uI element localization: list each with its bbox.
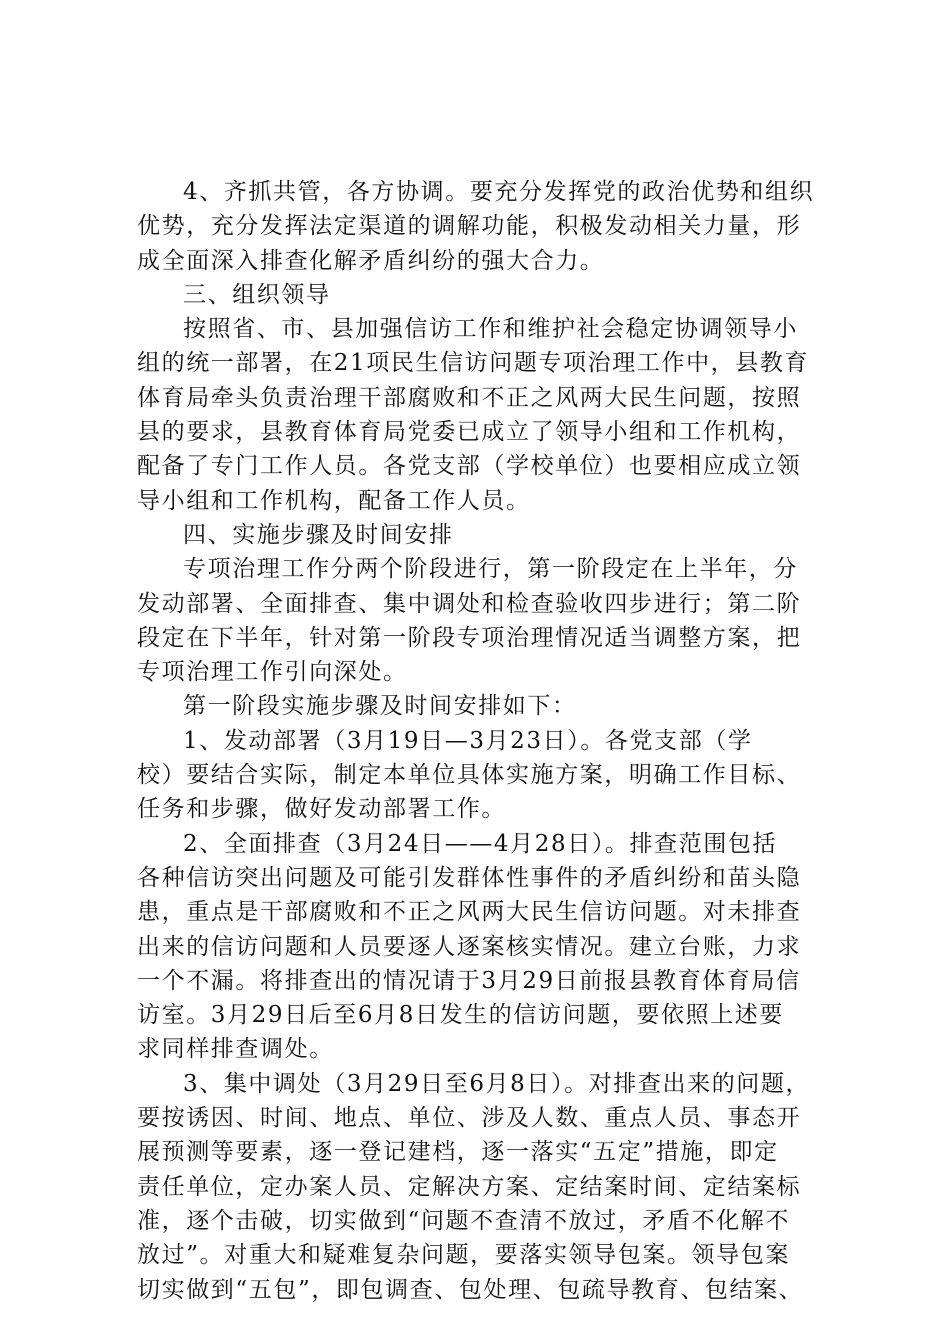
text-line: 放过”。对重大和疑难复杂问题，要落实领导包案。领导包案 — [137, 1242, 790, 1269]
paragraph — [137, 175, 837, 278]
text-line: 任务和步骤，做好发动部署工作。 — [137, 796, 506, 823]
text-line: 导小组和工作机构，配备工作人员。 — [137, 487, 531, 514]
text-line: 第一阶段实施步骤及时间安排如下： — [183, 693, 577, 720]
document-body — [137, 175, 837, 1307]
text-line: 专项治理工作分两个阶段进行，第一阶段定在上半年，分 — [183, 556, 798, 583]
paragraph — [137, 689, 837, 723]
text-line: 访室。3月29日后至6月8日发生的信访问题，要依照上述要 — [137, 1002, 784, 1029]
text-line: 患，重点是干部腐败和不正之风两大民生信访问题。对未排查 — [137, 899, 802, 926]
text-line: 展预测等要素，逐一登记建档，逐一落实“五定”措施，即定 — [137, 1139, 779, 1166]
text-line: 发动部署、全面排查、集中调处和检查验收四步进行；第二阶 — [137, 590, 802, 617]
text-line: 准，逐个击破，切实做到“问题不查清不放过，矛盾不化解不 — [137, 1207, 790, 1234]
text-line: 2、全面排查（3月24日——4月28日）。排查范围包括 — [183, 830, 778, 857]
text-line: 4、齐抓共管，各方协调。要充分发挥党的政治优势和组织 — [183, 179, 815, 205]
text-line: 3、集中调处（3月29日至6月8日）。对排查出来的问题， — [183, 1070, 811, 1097]
text-line: 县的要求，县教育体育局党委已成立了领导小组和工作机构， — [137, 419, 802, 446]
text-line: 段定在下半年，针对第一阶段专项治理情况适当调整方案，把 — [137, 624, 802, 651]
text-line: 责任单位，定办案人员、定解决方案、定结案时间、定结案标 — [137, 1173, 802, 1200]
paragraph — [137, 552, 837, 689]
paragraph — [137, 312, 837, 518]
section-heading — [137, 278, 837, 312]
text-line: 要按诱因、时间、地点、单位、涉及人数、重点人员、事态开 — [137, 1105, 802, 1132]
text-line: 组的统一部署，在21项民生信访问题专项治理工作中，县教育 — [137, 350, 810, 377]
paragraph — [137, 827, 837, 1067]
text-line: 切实做到“五包”，即包调查、包处理、包疏导教育、包结案、 — [137, 1276, 804, 1303]
text-line: 出来的信访问题和人员要逐人逐案核实情况。建立台账，力求 — [137, 933, 802, 960]
text-line: 各种信访突出问题及可能引发群体性事件的矛盾纠纷和苗头隐 — [137, 864, 802, 891]
text-line: 优势，充分发挥法定渠道的调解功能，积极发动相关力量，形 — [137, 213, 802, 240]
text-line: 校）要结合实际，制定本单位具体实施方案，明确工作目标、 — [137, 762, 802, 789]
section-heading — [137, 518, 837, 552]
paragraph — [137, 1067, 837, 1307]
text-line: 1、发动部署（3月19日—3月23日）。各党支部（学 — [183, 727, 753, 754]
text-line: 三、组织领导 — [183, 281, 331, 308]
text-line: 配备了专门工作人员。各党支部（学校单位）也要相应成立领 — [137, 453, 802, 480]
text-line: 按照省、市、县加强信访工作和维护社会稳定协调领导小 — [183, 316, 798, 343]
text-line: 一个不漏。将排查出的情况请于3月29日前报县教育体育局信 — [137, 967, 801, 994]
text-line: 求同样排查调处。 — [137, 1036, 334, 1063]
text-line: 四、实施步骤及时间安排 — [183, 521, 454, 548]
paragraph — [137, 724, 837, 827]
text-line: 专项治理工作引向深处。 — [137, 659, 408, 686]
text-line: 成全面深入排查化解矛盾纠纷的强大合力。 — [137, 247, 605, 274]
text-line: 体育局牵头负责治理干部腐败和不正之风两大民生问题，按照 — [137, 384, 802, 411]
